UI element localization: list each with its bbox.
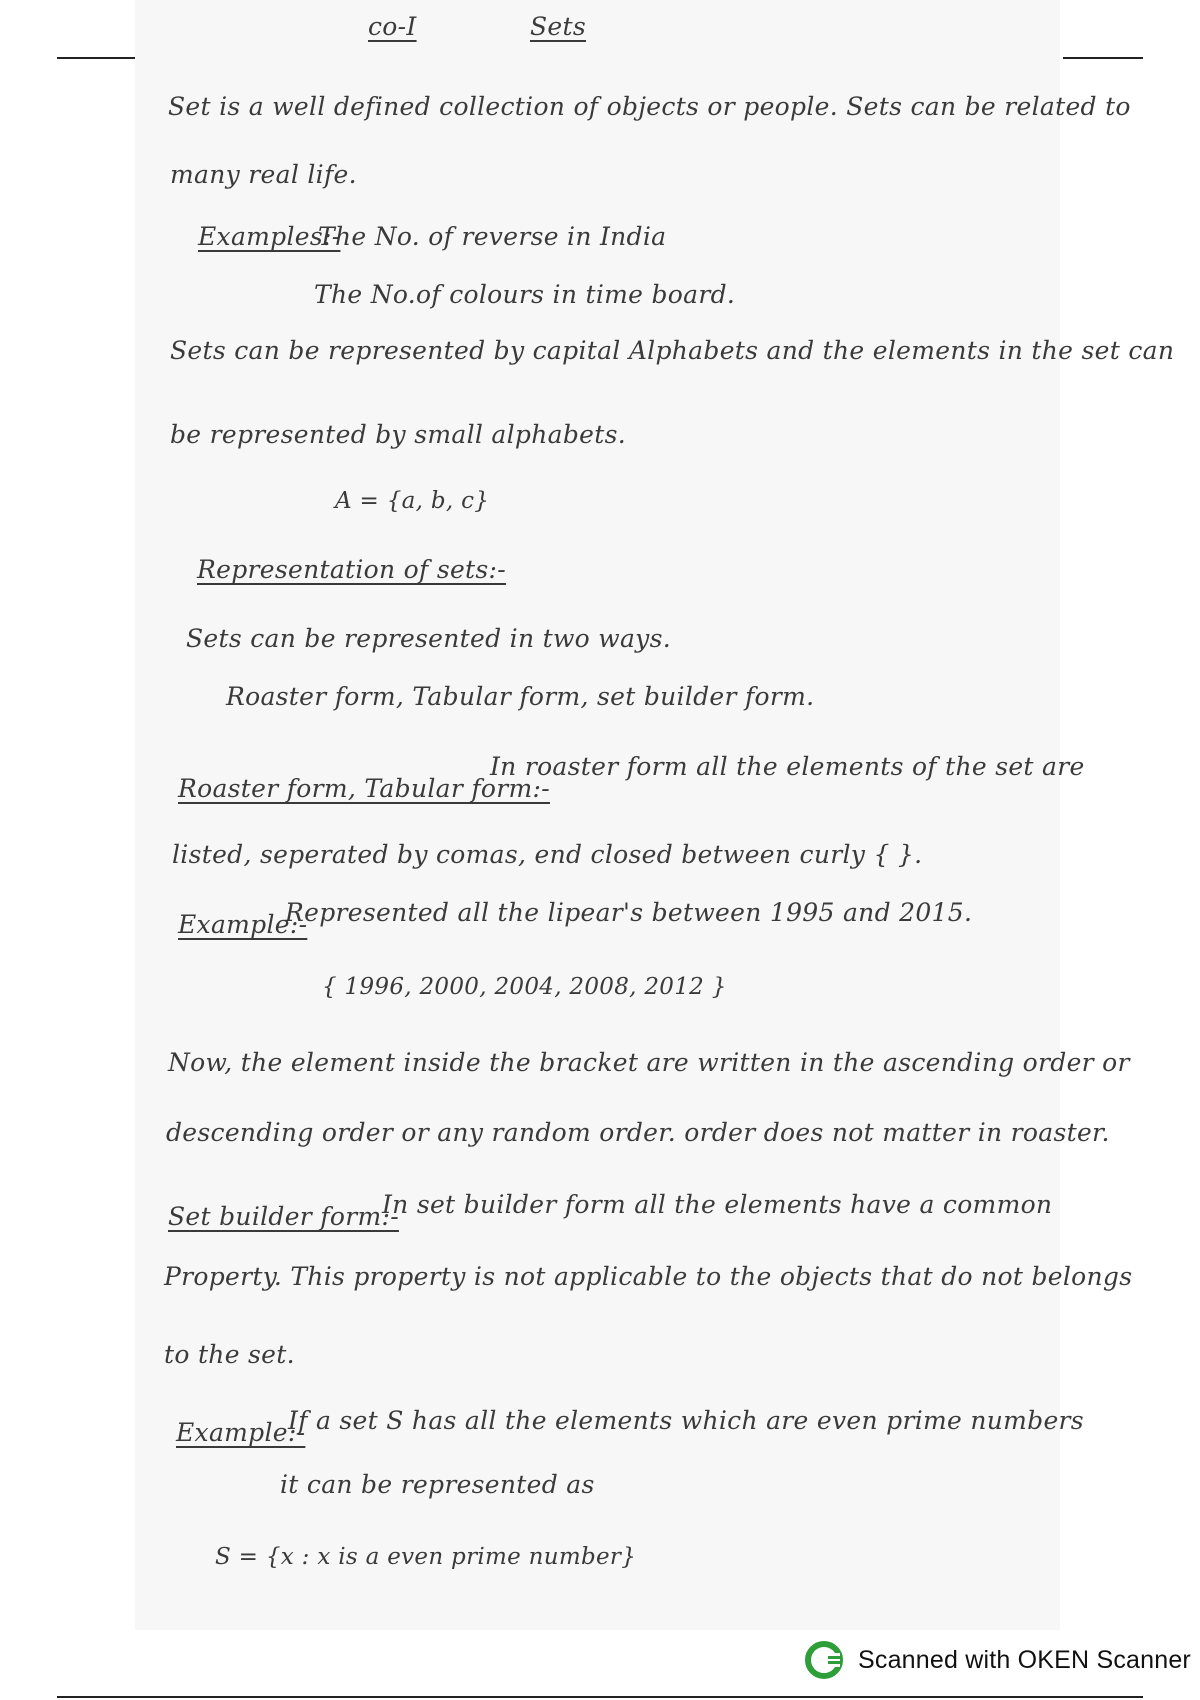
roster-form-label: Roaster form, Tabular form:- [178,774,550,803]
set-builder-label: Set builder form:- [168,1202,399,1231]
builder-line-2: Property. This property is not applicable to the objects that do not belongs [164,1262,1133,1291]
set-a-example: A = {a, b, c} [335,488,490,514]
intro-line-1: Set is a well defined collection of objects or people. Sets can be related to [168,92,1131,121]
set-builder-example: S = {x : x is a even prime number} [215,1544,637,1570]
roster-line-2: listed, seperated by comas, end closed between curly { }. [172,840,923,869]
bottom-rule [57,1696,1143,1698]
examples-label: Examples:- [198,222,341,251]
scanner-watermark-text: Scanned with OKEN Scanner [858,1645,1191,1674]
oken-scanner-logo-icon [804,1640,846,1680]
page-title: Sets [530,12,586,41]
top-left-rule [57,57,135,59]
roster-line-1: In roaster form all the elements of the set are [490,752,1085,781]
example-2-label: Example:- [178,910,308,939]
builder-line-3: to the set. [164,1340,295,1369]
example-3-text-2: it can be represented as [280,1470,595,1499]
forms-list-line: Roaster form, Tabular form, set builder form. [226,682,815,711]
unit-heading: co-I [368,12,417,41]
representation-line-1: Sets can be represented by capital Alphabets and the elements in the set can [170,336,1175,365]
order-line-1: Now, the element inside the bracket are written in the ascending order or [168,1048,1130,1077]
example-3-text: If a set S has all the elements which are even prime numbers [288,1406,1084,1435]
leap-years-set: { 1996, 2000, 2004, 2008, 2012 } [322,974,727,1000]
two-ways-line: Sets can be represented in two ways. [186,624,671,653]
representation-heading: Representation of sets:- [197,555,507,584]
example-line-1: The No. of reverse in India [318,222,667,251]
intro-line-2: many real life. [170,160,357,189]
builder-line-1: In set builder form all the elements have a common [382,1190,1053,1219]
order-line-2: descending order or any random order. order does not matter in roaster. [166,1118,1110,1147]
representation-line-2: be represented by small alphabets. [170,420,626,449]
top-right-rule [1063,57,1143,59]
scanner-watermark [804,1640,1191,1680]
example-3-label: Example:- [176,1418,306,1447]
example-2-text: Represented all the lipear's between 1995 and 2015. [285,898,973,927]
example-line-2: The No.of colours in time board. [314,280,736,309]
